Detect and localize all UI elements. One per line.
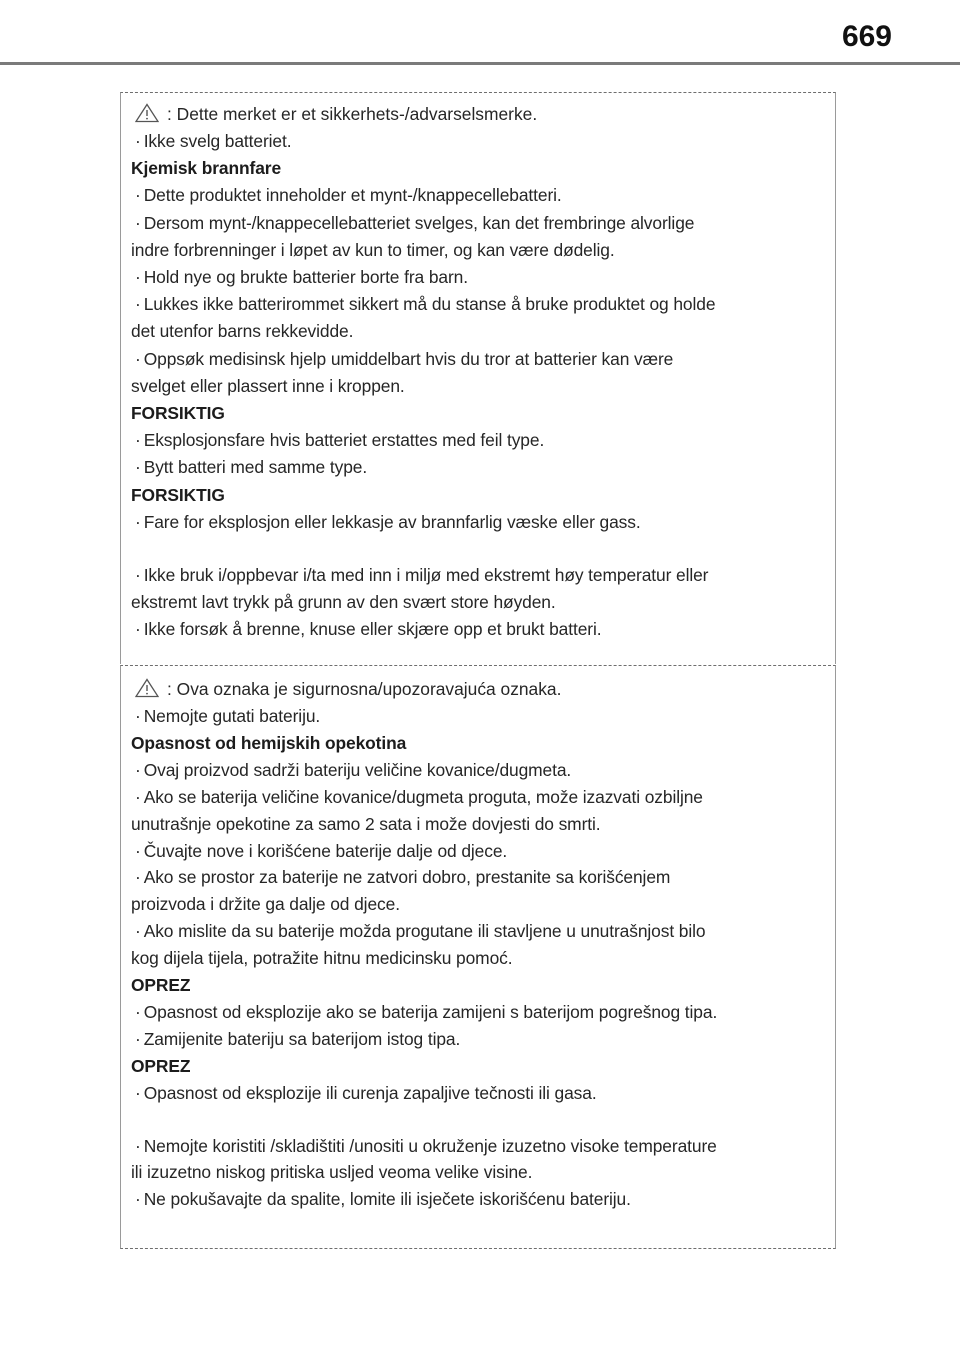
section-heading: FORSIKTIG: [131, 484, 225, 505]
header-rule: [0, 62, 960, 65]
bullet-text: Dersom mynt-/knappecellebatteriet svelges, kan det frembringe alvorlige: [143, 212, 695, 233]
continuation-line: unutrašnje opekotine za samo 2 sata i može dovjesti do smrti.: [131, 813, 601, 834]
bullet-dot-icon: ·: [135, 786, 141, 807]
bullet-text: Ne pokušavajte da spalite, lomite ili isječete iskorišćenu bateriju.: [143, 1189, 631, 1210]
bullet-text: Ako mislite da su baterije možda progutane ili stavljene u unutrašnjost bilo: [143, 921, 706, 942]
bullet-dot-icon: ·: [135, 840, 141, 861]
warning-label: : Dette merket er et sikkerhets-/advarselsmerke.: [167, 104, 538, 124]
bullet-line: [135, 184, 562, 206]
warning-label: : Ova oznaka je sigurnosna/upozoravajuća oznaka.: [167, 679, 562, 699]
bullet-dot-icon: ·: [135, 212, 141, 233]
bullet-dot-icon: ·: [135, 457, 141, 478]
bullet-dot-icon: ·: [135, 131, 141, 151]
bullet-line: [135, 130, 291, 152]
bullet-line: [135, 618, 601, 640]
bullet-text: Ikke forsøk å brenne, knuse eller skjære opp et brukt batteri.: [143, 619, 602, 640]
bullet-line: [135, 1028, 460, 1050]
warning-box-bosnian: [120, 665, 836, 1249]
bullet-line: [135, 511, 641, 533]
bullet-text: Opasnost od eksplozije ili curenja zapaljive tečnosti ili gasa.: [143, 1082, 597, 1103]
warning-triangle-icon: [135, 678, 159, 703]
bullet-line: [135, 456, 367, 478]
bullet-text: Opasnost od eksplozije ako se baterija zamijeni s baterijom pogrešnog tipa.: [143, 1001, 718, 1022]
section-heading: OPREZ: [131, 1055, 191, 1076]
bullet-text: Eksplosjonsfare hvis batteriet erstattes med feil type.: [143, 430, 545, 451]
bullet-line: [135, 1001, 717, 1023]
continuation-line: indre forbrenninger i løpet av kun to timer, og kan være dødelig.: [131, 239, 615, 260]
section-heading: OPREZ: [131, 975, 191, 995]
bullet-dot-icon: ·: [135, 430, 141, 451]
bullet-line: [135, 429, 544, 451]
bullet-text: Ikke svelg batteriet.: [143, 131, 292, 151]
bullet-dot-icon: ·: [135, 1135, 141, 1156]
bullet-text: Zamijenite bateriju sa baterijom istog tipa.: [143, 1028, 461, 1049]
bullet-text: Ako se prostor za baterije ne zatvori dobro, prestanite sa korišćenjem: [143, 867, 671, 888]
bullet-line: [135, 564, 708, 586]
bullet-dot-icon: ·: [135, 1082, 141, 1103]
bullet-text: Ikke bruk i/oppbevar i/ta med inn i miljø med ekstremt høy temperatur eller: [143, 565, 709, 585]
bullet-dot-icon: ·: [135, 267, 141, 287]
section-heading: FORSIKTIG: [131, 403, 225, 423]
bullet-line: [135, 212, 694, 234]
bullet-dot-icon: ·: [135, 511, 141, 532]
bullet-dot-icon: ·: [135, 294, 141, 315]
bullet-text: Lukkes ikke batterirommet sikkert må du stanse å bruke produktet og holde: [143, 294, 716, 315]
bullet-text: Bytt batteri med samme type.: [143, 457, 368, 478]
bullet-text: Čuvajte nove i korišćene baterije dalje od djece.: [143, 840, 508, 861]
page-number: 669: [841, 20, 892, 53]
bullet-line: [135, 293, 715, 315]
bullet-dot-icon: ·: [135, 1028, 141, 1049]
bullet-line: [135, 266, 468, 288]
warning-row: [135, 678, 561, 703]
bullet-dot-icon: ·: [135, 706, 141, 726]
continuation-line: ekstremt lavt trykk på grunn av den svært store høyden.: [131, 592, 556, 613]
bullet-dot-icon: ·: [135, 1189, 141, 1210]
bullet-text: Hold nye og brukte batterier borte fra barn.: [143, 267, 468, 287]
bullet-line: [135, 920, 705, 942]
bullet-line: [135, 1135, 717, 1157]
continuation-line: ili izuzetno niskog pritiska usljed veoma velike visine.: [131, 1162, 533, 1183]
continuation-line: kog dijela tijela, potražite hitnu medicinsku pomoć.: [131, 948, 513, 969]
bullet-text: Nemojte gutati bateriju.: [143, 706, 321, 726]
continuation-line: svelget eller plassert inne i kroppen.: [131, 375, 405, 396]
warning-triangle-icon: [135, 103, 159, 128]
bullet-line: [135, 1188, 631, 1210]
bullet-dot-icon: ·: [135, 185, 141, 206]
bullet-dot-icon: ·: [135, 565, 141, 585]
bullet-line: [135, 759, 571, 781]
section-heading: Opasnost od hemijskih opekotina: [131, 732, 407, 753]
bullet-text: Nemojte koristiti /skladištiti /unositi u okruženje izuzetno visoke temperature: [143, 1135, 717, 1156]
bullet-line: [135, 840, 507, 862]
warning-row: [135, 103, 537, 128]
continuation-line: det utenfor barns rekkevidde.: [131, 321, 354, 342]
bullet-text: Ovaj proizvod sadrži bateriju veličine kovanice/dugmeta.: [143, 759, 572, 780]
continuation-line: proizvoda i držite ga dalje od djece.: [131, 894, 400, 915]
bullet-line: [135, 1082, 597, 1104]
bullet-line: [135, 348, 673, 370]
bullet-dot-icon: ·: [135, 1001, 141, 1022]
bullet-line: [135, 786, 703, 808]
section-heading: Kjemisk brannfare: [131, 158, 282, 179]
warning-box-norwegian: [120, 92, 836, 664]
bullet-dot-icon: ·: [135, 619, 141, 640]
bullet-text: Dette produktet inneholder et mynt-/knappecellebatteri.: [143, 185, 562, 206]
bullet-dot-icon: ·: [135, 867, 141, 888]
bullet-text: Ako se baterija veličine kovanice/dugmeta proguta, može izazvati ozbiljne: [143, 786, 703, 807]
bullet-dot-icon: ·: [135, 921, 141, 942]
bullet-dot-icon: ·: [135, 348, 141, 369]
bullet-text: Oppsøk medisinsk hjelp umiddelbart hvis du tror at batterier kan være: [143, 348, 674, 369]
bullet-line: [135, 866, 670, 888]
bullet-line: [135, 705, 320, 727]
bullet-text: Fare for eksplosjon eller lekkasje av brannfarlig væske eller gass.: [143, 511, 641, 532]
bullet-dot-icon: ·: [135, 759, 141, 780]
